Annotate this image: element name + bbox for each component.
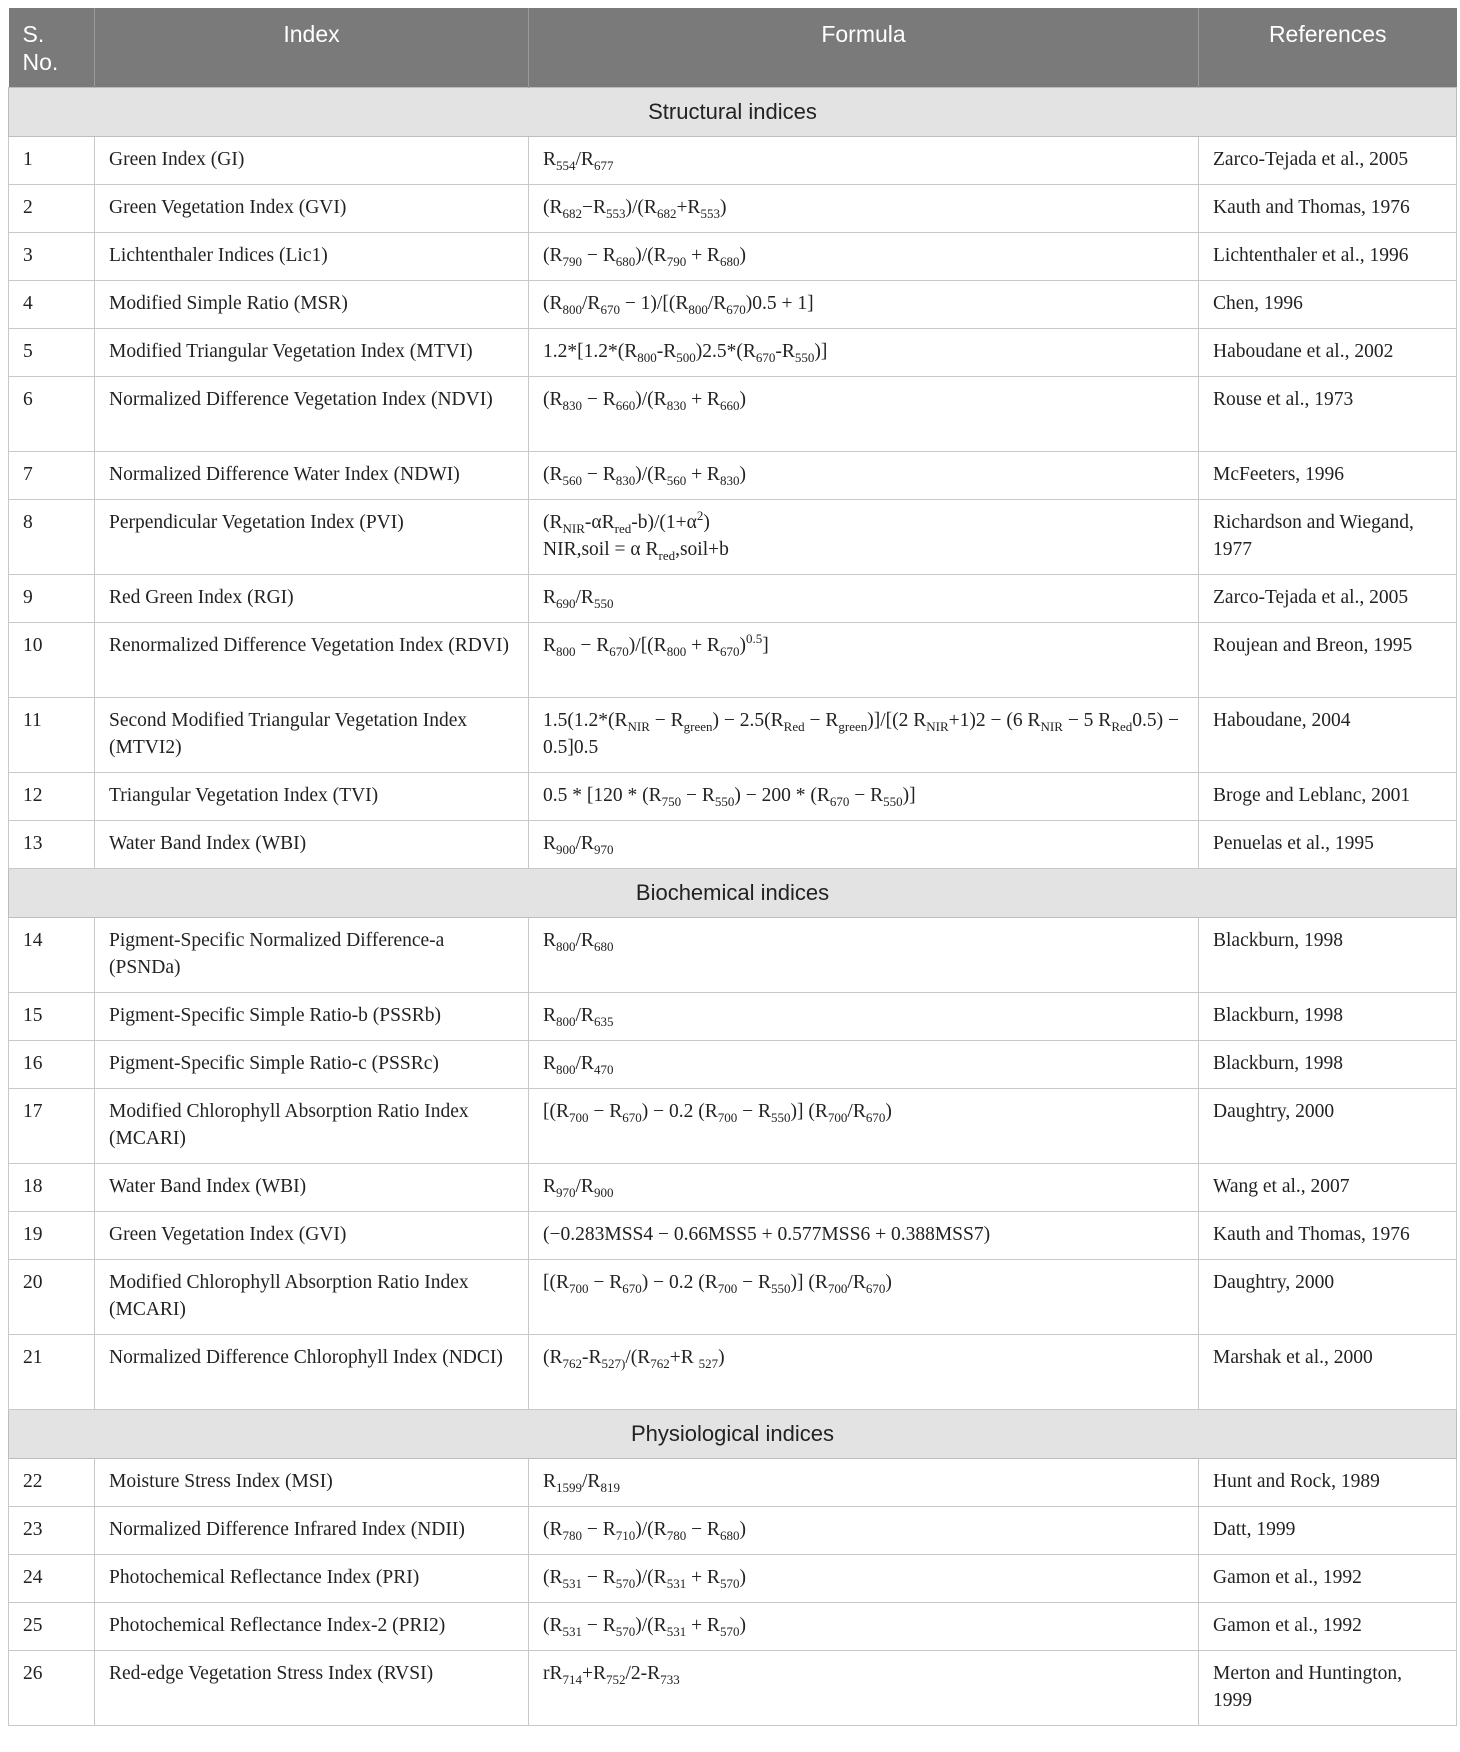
serial-number-cell: 18 (9, 1163, 95, 1211)
index-name-cell: Pigment-Specific Normalized Difference-a (PSNDa) (95, 917, 529, 992)
reference-link[interactable]: McFeeters, 1996 (1199, 451, 1457, 499)
index-name-cell: Lichtenthaler Indices (Lic1) (95, 232, 529, 280)
table-row (9, 1259, 1457, 1334)
column-header-index: Index (95, 8, 529, 87)
table-row (9, 280, 1457, 328)
reference-link[interactable]: Marshak et al., 2000 (1199, 1334, 1457, 1409)
formula-cell: $(R_{NIR}-\alpha R_{red}-b)/(1+\alpha^2)$ NIR,soil = α $R_{red},soil+b$ (529, 499, 1199, 574)
formula-cell: [$(R_{700} - R_{670}) - 0.2$ $(R_{700} - R_{550})$] $(R_{700}/R_{670})$ (529, 1259, 1199, 1334)
serial-number-cell: 11 (9, 697, 95, 772)
formula-cell: ($R_{762}-R_{527)}/(R_{762}+R$ $_{527}$) (529, 1334, 1199, 1409)
formula-cell: [$(R_{700} - R_{670}) - 0.2$ $(R_{700} - R_{550})$] $(R_{700}/R_{670})$ (529, 1088, 1199, 1163)
column-header-formula: Formula (529, 8, 1199, 87)
serial-number-cell: 15 (9, 992, 95, 1040)
index-name-cell: Triangular Vegetation Index (TVI) (95, 772, 529, 820)
index-name-cell: Renormalized Difference Vegetation Index (RDVI) (95, 622, 529, 697)
index-name-cell: Second Modified Triangular Vegetation Index (MTVI2) (95, 697, 529, 772)
reference-link[interactable]: Penuelas et al., 1995 (1199, 820, 1457, 868)
reference-link[interactable]: Daughtry, 2000 (1199, 1259, 1457, 1334)
formula-cell: $R_{800}/R_{680}$ (529, 917, 1199, 992)
reference-link[interactable]: Zarco-Tejada et al., 2005 (1199, 136, 1457, 184)
index-name-cell: Red-edge Vegetation Stress Index (RVSI) (95, 1650, 529, 1725)
reference-link[interactable]: Richardson and Wiegand, 1977 (1199, 499, 1457, 574)
formula-cell: $R_{690}/R_{550}$ (529, 574, 1199, 622)
index-name-cell: Modified Chlorophyll Absorption Ratio Index (MCARI) (95, 1259, 529, 1334)
formula-cell: $R_{554}/R_{677}$ (529, 136, 1199, 184)
index-name-cell: Modified Triangular Vegetation Index (MTVI) (95, 328, 529, 376)
serial-number-cell: 6 (9, 376, 95, 451)
formula-cell: $R_{800} - R_{670})/[(R_{800} + R_{670})^{0.5}]$ (529, 622, 1199, 697)
table-row (9, 1163, 1457, 1211)
formula-cell: $(R_{682}-R_{553})/(R_{682}+R_{553})$ (529, 184, 1199, 232)
section-header-row (9, 868, 1457, 917)
reference-link[interactable]: Daughtry, 2000 (1199, 1088, 1457, 1163)
table-row (9, 1211, 1457, 1259)
index-name-cell: Red Green Index (RGI) (95, 574, 529, 622)
table-row (9, 772, 1457, 820)
reference-link[interactable]: Hunt and Rock, 1989 (1199, 1458, 1457, 1506)
table-container (8, 8, 1456, 1726)
reference-link[interactable]: Haboudane et al., 2002 (1199, 328, 1457, 376)
serial-number-cell: 25 (9, 1602, 95, 1650)
table-row (9, 1458, 1457, 1506)
table-row (9, 574, 1457, 622)
index-name-cell: Normalized Difference Infrared Index (NDII) (95, 1506, 529, 1554)
reference-link[interactable]: Gamon et al., 1992 (1199, 1602, 1457, 1650)
serial-number-cell: 24 (9, 1554, 95, 1602)
section-title: Structural indices (9, 87, 1457, 136)
reference-link[interactable]: Chen, 1996 (1199, 280, 1457, 328)
index-name-cell: Modified Simple Ratio (MSR) (95, 280, 529, 328)
formula-cell: $R_{800}/R_{635}$ (529, 992, 1199, 1040)
table-row (9, 232, 1457, 280)
serial-number-cell: 26 (9, 1650, 95, 1725)
formula-cell: $1.2*[1.2*(R_{800}-R_{500})2.5*(R_{670}-R_{550})]$ (529, 328, 1199, 376)
table-row (9, 1088, 1457, 1163)
serial-number-cell: 7 (9, 451, 95, 499)
table-row (9, 1506, 1457, 1554)
index-name-cell: Photochemical Reflectance Index (PRI) (95, 1554, 529, 1602)
serial-number-cell: 19 (9, 1211, 95, 1259)
serial-number-cell: 14 (9, 917, 95, 992)
formula-cell: $(R_{800}/R_{670} - 1)/[(R_{800}/R_{670})0.5 + 1]$ (529, 280, 1199, 328)
table-row (9, 328, 1457, 376)
formula-cell: $R_{900}/R_{970}$ (529, 820, 1199, 868)
table-row (9, 1650, 1457, 1725)
reference-link[interactable]: Blackburn, 1998 (1199, 1040, 1457, 1088)
formula-cell: $R_{1599}/R_{819}$ (529, 1458, 1199, 1506)
index-name-cell: Water Band Index (WBI) (95, 1163, 529, 1211)
table-row (9, 1554, 1457, 1602)
index-name-cell: Modified Chlorophyll Absorption Ratio Index (MCARI) (95, 1088, 529, 1163)
index-name-cell: Green Vegetation Index (GVI) (95, 1211, 529, 1259)
table-row (9, 992, 1457, 1040)
serial-number-cell: 12 (9, 772, 95, 820)
section-title: Biochemical indices (9, 868, 1457, 917)
reference-link[interactable]: Merton and Huntington, 1999 (1199, 1650, 1457, 1725)
formula-cell: $(R_{830} - R_{660})/(R_{830} + R_{660})$ (529, 376, 1199, 451)
table-row (9, 917, 1457, 992)
column-header-sno: S. No. (9, 8, 95, 87)
serial-number-cell: 3 (9, 232, 95, 280)
serial-number-cell: 1 (9, 136, 95, 184)
table-row (9, 376, 1457, 451)
table-row (9, 697, 1457, 772)
section-title: Physiological indices (9, 1409, 1457, 1458)
serial-number-cell: 2 (9, 184, 95, 232)
column-header-references: References (1199, 8, 1457, 87)
table-row (9, 820, 1457, 868)
formula-cell: $(R_{780} - R_{710})/(R_{780} - R_{680})$ (529, 1506, 1199, 1554)
table-row (9, 1040, 1457, 1088)
table-header (9, 8, 1457, 87)
reference-link[interactable]: Kauth and Thomas, 1976 (1199, 184, 1457, 232)
formula-cell: (−0.283MSS4 − 0.66MSS5 + 0.577MSS6 + 0.388MSS7) (529, 1211, 1199, 1259)
section-header-row (9, 1409, 1457, 1458)
reference-link[interactable]: Haboudane, 2004 (1199, 697, 1457, 772)
serial-number-cell: 23 (9, 1506, 95, 1554)
formula-cell: $(R_{531} - R_{570})/(R_{531} + R_{570})$ (529, 1602, 1199, 1650)
table-body (9, 87, 1457, 1725)
index-name-cell: Water Band Index (WBI) (95, 820, 529, 868)
reference-link[interactable]: Lichtenthaler et al., 1996 (1199, 232, 1457, 280)
indices-table (8, 8, 1457, 1726)
reference-link[interactable]: Wang et al., 2007 (1199, 1163, 1457, 1211)
serial-number-cell: 16 (9, 1040, 95, 1088)
formula-cell: $1.5(1.2*(R_{NIR} - R_{green}) - 2.5(R_{Red} - R_{green})]/[(2$ $R_{NIR}+1)2 - (6$ $R_{NIR} - 5$ $R_{Red}0.5) - 0.5]0.5$ (529, 697, 1199, 772)
index-name-cell: Green Index (GI) (95, 136, 529, 184)
index-name-cell: Photochemical Reflectance Index-2 (PRI2) (95, 1602, 529, 1650)
index-name-cell: Green Vegetation Index (GVI) (95, 184, 529, 232)
formula-cell: $(R_{531} - R_{570})/(R_{531} + R_{570})$ (529, 1554, 1199, 1602)
formula-cell: $(R_{790} - R_{680})/(R_{790} + R_{680})$ (529, 232, 1199, 280)
serial-number-cell: 17 (9, 1088, 95, 1163)
reference-link[interactable]: Gamon et al., 1992 (1199, 1554, 1457, 1602)
table-row (9, 499, 1457, 574)
index-name-cell: Normalized Difference Water Index (NDWI) (95, 451, 529, 499)
index-name-cell: Moisture Stress Index (MSI) (95, 1458, 529, 1506)
reference-link[interactable]: Datt, 1999 (1199, 1506, 1457, 1554)
table-row (9, 184, 1457, 232)
serial-number-cell: 8 (9, 499, 95, 574)
index-name-cell: Pigment-Specific Simple Ratio-c (PSSRc) (95, 1040, 529, 1088)
index-name-cell: Normalized Difference Chlorophyll Index (NDCI) (95, 1334, 529, 1409)
table-row (9, 1602, 1457, 1650)
serial-number-cell: 10 (9, 622, 95, 697)
reference-link[interactable]: Roujean and Breon, 1995 (1199, 622, 1457, 697)
serial-number-cell: 13 (9, 820, 95, 868)
reference-link[interactable]: Blackburn, 1998 (1199, 917, 1457, 992)
serial-number-cell: 4 (9, 280, 95, 328)
serial-number-cell: 22 (9, 1458, 95, 1506)
serial-number-cell: 20 (9, 1259, 95, 1334)
formula-cell: $(R_{560} - R_{830})/(R_{560} + R_{830})$ (529, 451, 1199, 499)
reference-link[interactable]: Rouse et al., 1973 (1199, 376, 1457, 451)
formula-cell: $R_{800}/R_{470}$ (529, 1040, 1199, 1088)
serial-number-cell: 9 (9, 574, 95, 622)
index-name-cell: Perpendicular Vegetation Index (PVI) (95, 499, 529, 574)
reference-link[interactable]: Kauth and Thomas, 1976 (1199, 1211, 1457, 1259)
table-row (9, 622, 1457, 697)
reference-link[interactable]: Broge and Leblanc, 2001 (1199, 772, 1457, 820)
table-row (9, 1334, 1457, 1409)
formula-cell: $0.5 * [120 * (R_{750} - R_{550}) - 200 * (R_{670} - R_{550})]$ (529, 772, 1199, 820)
formula-cell: $R_{970}/R_{900}$ (529, 1163, 1199, 1211)
table-row (9, 451, 1457, 499)
section-header-row (9, 87, 1457, 136)
reference-link[interactable]: Blackburn, 1998 (1199, 992, 1457, 1040)
formula-cell: $rR_{714}+R_{752}/2-R_{733}$ (529, 1650, 1199, 1725)
serial-number-cell: 21 (9, 1334, 95, 1409)
index-name-cell: Normalized Difference Vegetation Index (NDVI) (95, 376, 529, 451)
reference-link[interactable]: Zarco-Tejada et al., 2005 (1199, 574, 1457, 622)
index-name-cell: Pigment-Specific Simple Ratio-b (PSSRb) (95, 992, 529, 1040)
table-row (9, 136, 1457, 184)
serial-number-cell: 5 (9, 328, 95, 376)
